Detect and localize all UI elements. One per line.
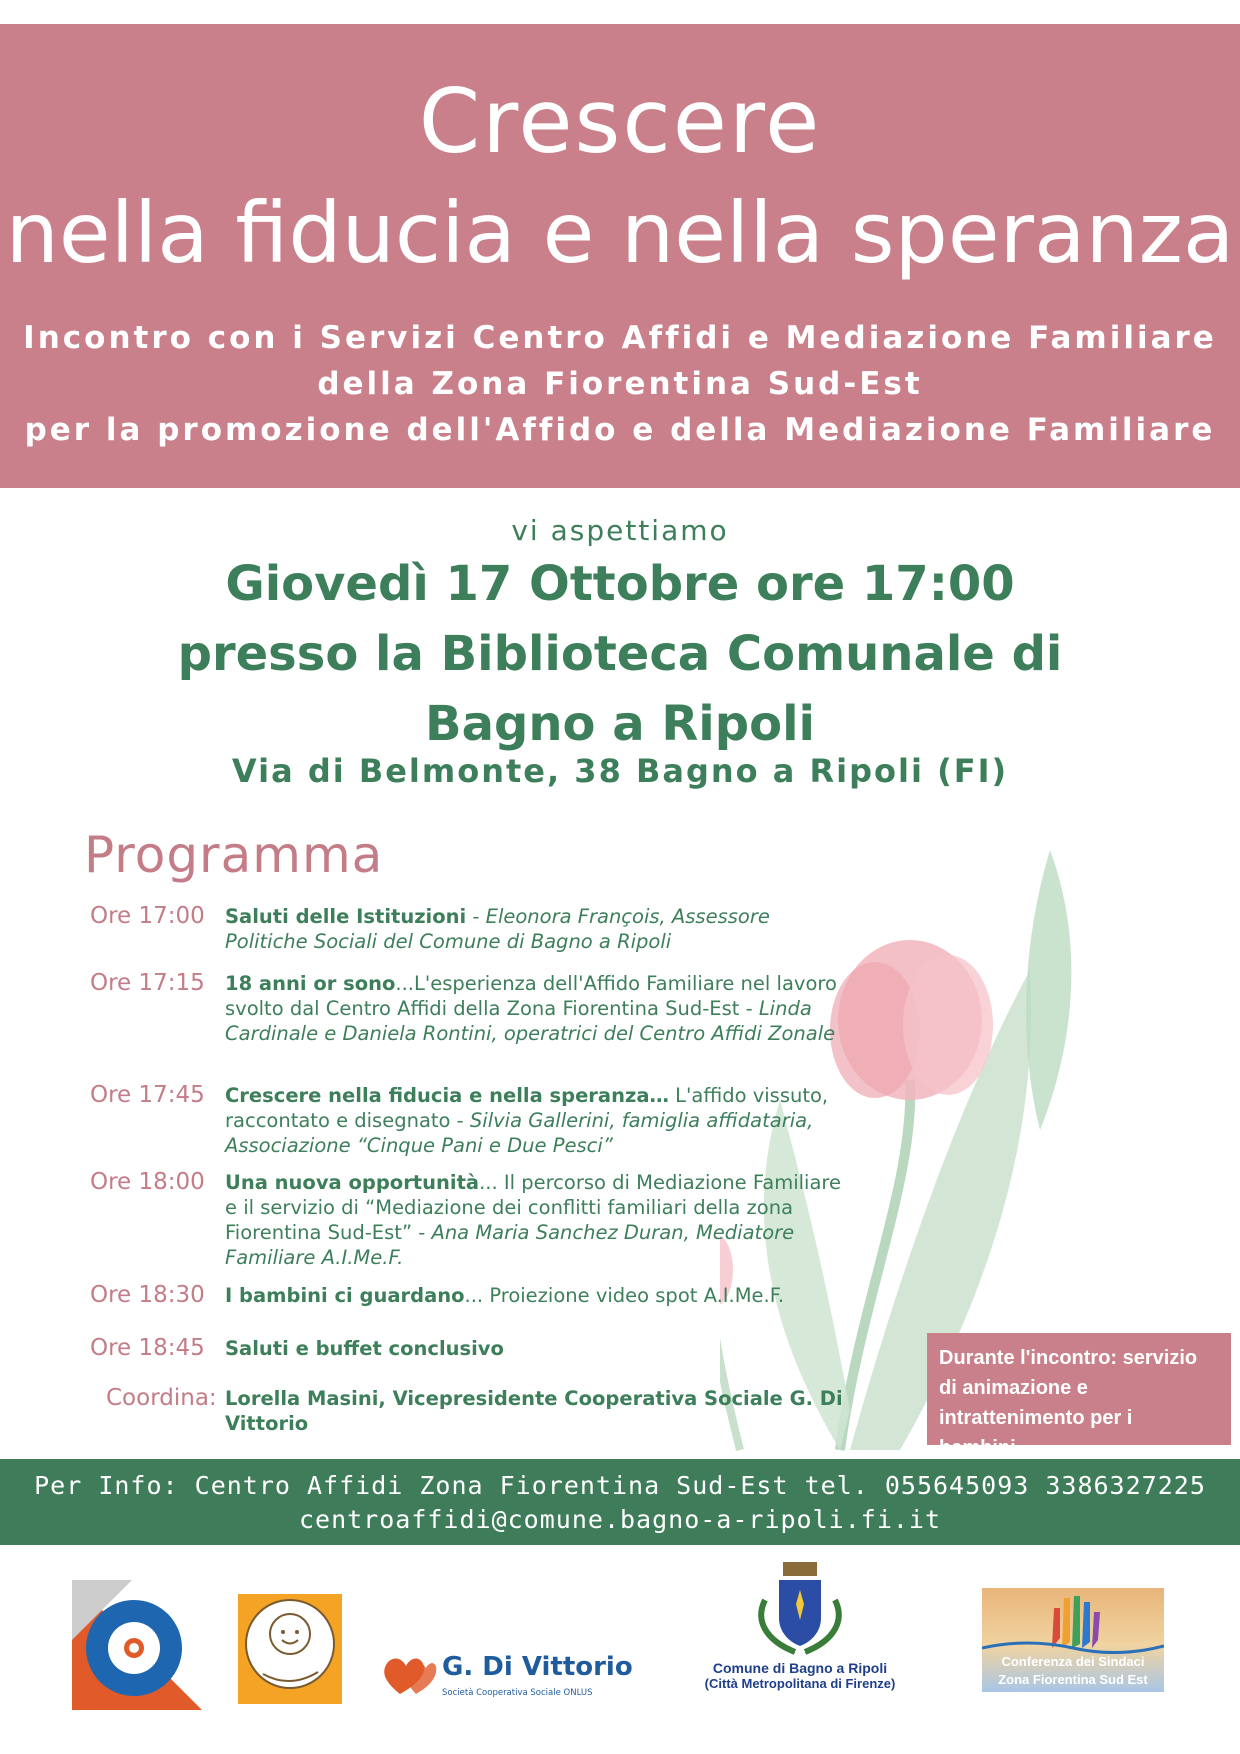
children-service-note: Durante l'incontro: servizio di animazione e intrattenimento per i bambini… bbox=[927, 1333, 1231, 1445]
programme-time: Ore 18:30 bbox=[90, 1282, 205, 1308]
comune-subtitle: (Città Metropolitana di Firenze) bbox=[704, 1676, 896, 1691]
programme-item: Ore 18:30 I bambini ci guardano... Proiezione video spot A.I.Me.F. bbox=[90, 1282, 785, 1308]
coat-of-arms-icon bbox=[755, 1560, 845, 1658]
heart-icon bbox=[380, 1654, 438, 1698]
blue-circle-logo bbox=[72, 1580, 202, 1710]
programme-item: Ore 17:45 Crescere nella fiducia e nella speranza… L'affido vissuto, raccontato e disegnato - Silvia Gallerini, famiglia affidataria, Associazione “Cinque Pani e Due Pesci” bbox=[90, 1082, 829, 1157]
event-address: Via di Belmonte, 38 Bagno a Ripoli (FI) bbox=[231, 752, 1009, 790]
programme-time: Ore 17:45 bbox=[90, 1082, 205, 1108]
divittorio-name: G. Di Vittorio bbox=[442, 1652, 633, 1682]
subtitle-line-1: Incontro con i Servizi Centro Affidi e Mediazione Familiare bbox=[23, 320, 1217, 356]
info-footer bbox=[0, 1459, 1240, 1545]
info-line: Per Info: Centro Affidi Zona Fiorentina Sud-Est tel. 055645093 3386327225 bbox=[34, 1471, 1206, 1500]
sindaci-subtitle: Zona Fiorentina Sud Est bbox=[998, 1672, 1148, 1687]
event-date-time: Giovedì 17 Ottobre ore 17:00 bbox=[225, 556, 1015, 612]
programme-title: Programma bbox=[84, 826, 384, 884]
subtitle-line-2: della Zona Fiorentina Sud-Est bbox=[317, 366, 923, 402]
programme-time: Ore 17:15 bbox=[90, 970, 205, 996]
title-line-2: nella fiducia e nella speranza bbox=[5, 184, 1235, 282]
programme-time: Ore 18:00 bbox=[90, 1169, 205, 1195]
programme-time: Ore 18:45 bbox=[90, 1335, 205, 1361]
programme-item: Ore 18:45 Saluti e buffet conclusivo bbox=[90, 1335, 504, 1361]
header-banner bbox=[0, 24, 1240, 488]
comune-logo bbox=[690, 1560, 910, 1700]
comune-name: Comune di Bagno a Ripoli bbox=[712, 1660, 888, 1676]
event-place-line-2: Bagno a Ripoli bbox=[425, 696, 815, 752]
programme-time: Ore 17:00 bbox=[90, 903, 205, 929]
divittorio-logo bbox=[380, 1652, 633, 1712]
programme-item: Ore 17:00 Saluti delle Istituzioni - Eleonora François, Assessore Politiche Sociali del Comune di Bagno a Ripoli bbox=[90, 903, 770, 953]
programme-item: Coordina: Lorella Masini, Vicepresidente Cooperativa Sociale G. Di Vittorio bbox=[106, 1385, 843, 1435]
child-face-logo bbox=[238, 1594, 342, 1704]
title-line-1: Crescere bbox=[418, 70, 822, 173]
sindaci-name: Conferenza dei Sindaci bbox=[1001, 1654, 1145, 1669]
invite-text: vi aspettiamo bbox=[511, 514, 729, 547]
info-email[interactable]: centroaffidi@comune.bagno-a-ripoli.fi.it bbox=[298, 1505, 942, 1534]
subtitle-line-3: per la promozione dell'Affido e della Mediazione Familiare bbox=[24, 412, 1216, 448]
event-place-line-1: presso la Biblioteca Comunale di bbox=[177, 626, 1063, 682]
programme-time: Coordina: bbox=[106, 1385, 217, 1411]
programme-item: Ore 18:00 Una nuova opportunità... Il percorso di Mediazione Familiare e il servizio di “Mediazione dei conflitti familiari della zona Fiorentina Sud-Est” - Ana Maria Sanchez Duran, Mediatore Familiare A.I.Me.F. bbox=[90, 1169, 842, 1269]
hands-icon bbox=[982, 1588, 1164, 1654]
programme-item: Ore 17:15 18 anni or sono...L'esperienza dell'Affido Familiare nel lavoro svolto dal Centro Affidi della Zona Fiorentina Sud-Est - Linda Cardinale e Daniela Rontini, operatrici del Centro Affidi Zonale bbox=[90, 970, 837, 1045]
sindaci-logo bbox=[982, 1588, 1164, 1692]
divittorio-subtitle: Società Cooperativa Sociale ONLUS bbox=[442, 1688, 593, 1698]
